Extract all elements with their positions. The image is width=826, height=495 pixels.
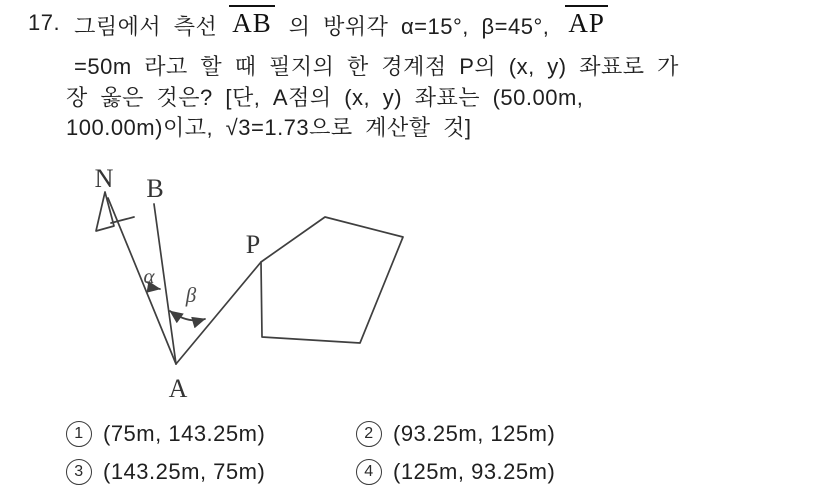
segment-ap-overline: AP [565,5,608,37]
label-angle-alpha: α [143,264,155,288]
choice-2-marker: 2 [356,421,382,447]
choice-1-text: (75m, 143.25m) [103,421,266,446]
question-line-2: =50m 라고 할 때 필지의 한 경계점 P의 (x, y) 좌표로 가 [74,54,679,79]
choice-4 [356,459,555,485]
label-point-a: A [168,374,188,403]
question-line-3: 장 옳은 것은? [단, A점의 (x, y) 좌표는 (50.00m, [66,85,584,110]
choice-4-text: (125m, 93.25m) [393,459,556,484]
parcel-polygon [261,217,403,343]
label-north: N [94,164,114,193]
choice-3 [66,459,265,485]
choice-1 [66,421,265,447]
line-a-north [108,198,176,364]
label-point-p: P [245,230,261,259]
beta-angle-arc [170,311,205,320]
question-number: 17. [28,10,61,35]
choice-1-marker: 1 [66,421,92,447]
label-point-b: B [146,174,164,203]
line-a-p [176,262,261,364]
label-angle-beta: β [185,283,197,307]
question-line1-mid: 의 방위각 α=15°, β=45°, [288,14,550,39]
north-arrowhead-icon [96,192,114,231]
north-arrow-tick [111,217,134,223]
choice-3-text: (143.25m, 75m) [103,459,266,484]
choice-2 [356,421,555,447]
line-a-b [154,204,176,364]
segment-ab-overline: AB [229,5,275,37]
choice-2-text: (93.25m, 125m) [393,421,556,446]
choice-4-marker: 4 [356,459,382,485]
question-line1-pre: 그림에서 측선 [74,14,218,39]
choice-3-marker: 3 [66,459,92,485]
question-line-4: 100.00m)이고, √3=1.73으로 계산할 것] [66,115,472,140]
